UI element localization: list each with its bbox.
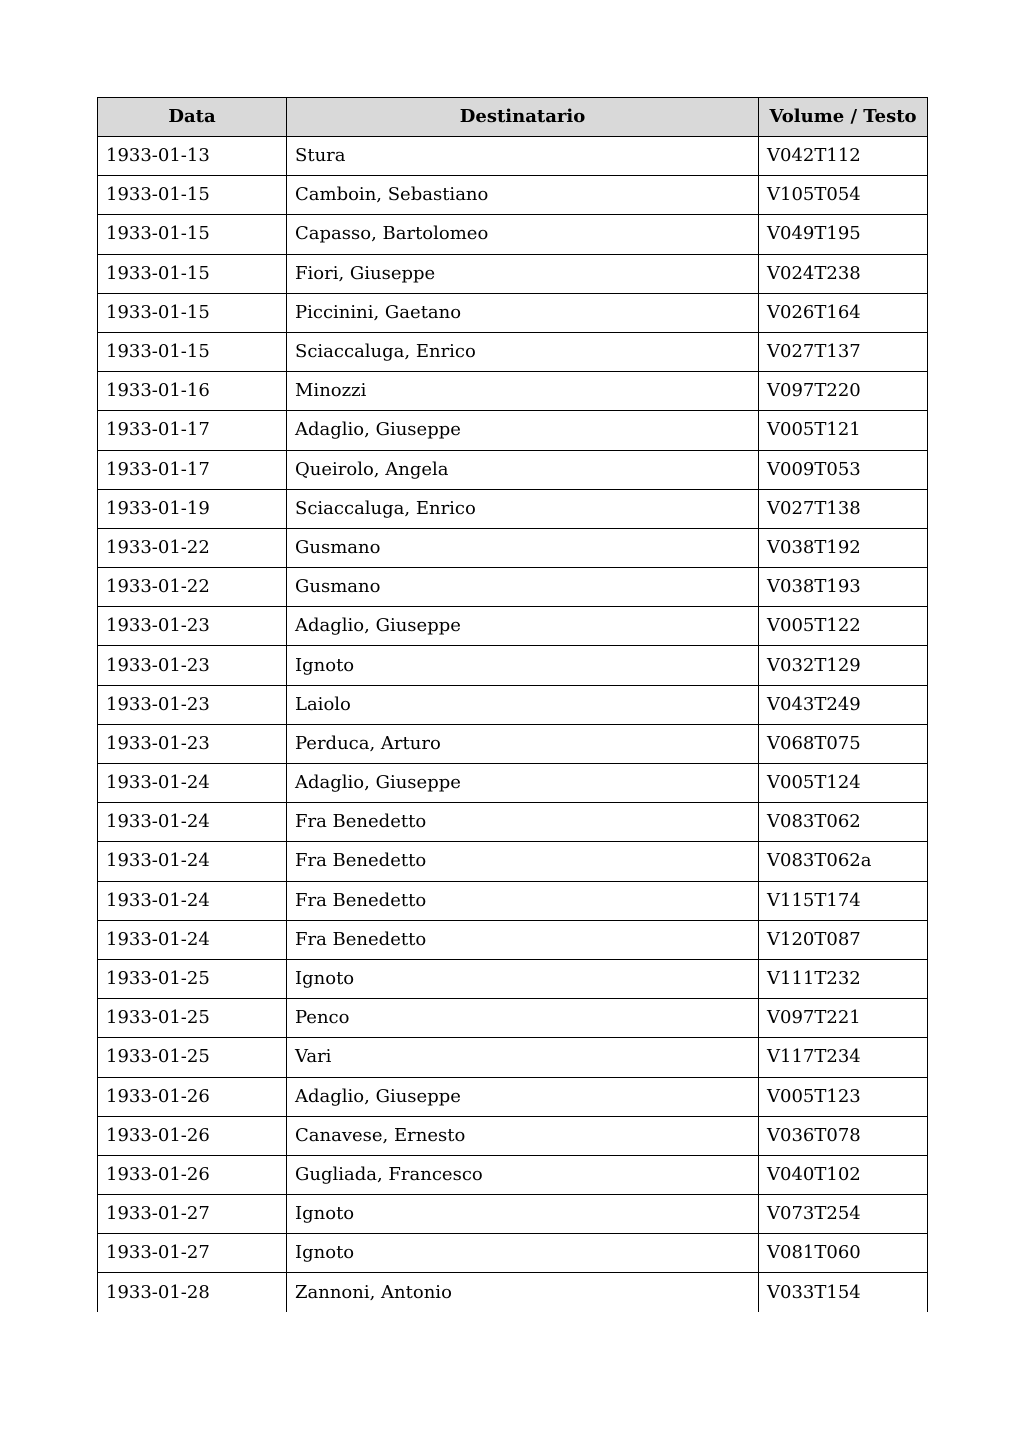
cell-destinatario: Ignoto: [287, 959, 759, 998]
cell-volume-testo: V042T112: [759, 137, 928, 176]
cell-destinatario: Fra Benedetto: [287, 881, 759, 920]
cell-volume-testo: V111T232: [759, 959, 928, 998]
cell-volume-testo: V026T164: [759, 293, 928, 332]
cell-data: 1933-01-24: [98, 803, 287, 842]
cell-volume-testo: V073T254: [759, 1195, 928, 1234]
cell-destinatario: Gugliada, Francesco: [287, 1155, 759, 1194]
cell-data: 1933-01-25: [98, 1038, 287, 1077]
table-row: [98, 764, 928, 803]
table-row: [98, 724, 928, 763]
cell-data: 1933-01-17: [98, 411, 287, 450]
cell-data: 1933-01-16: [98, 372, 287, 411]
cell-data: 1933-01-24: [98, 764, 287, 803]
cell-volume-testo: V005T121: [759, 411, 928, 450]
cell-destinatario: Penco: [287, 999, 759, 1038]
table-row: [98, 607, 928, 646]
table-row: [98, 372, 928, 411]
table-row: [98, 1155, 928, 1194]
cell-data: 1933-01-15: [98, 293, 287, 332]
table-row: [98, 293, 928, 332]
cell-data: 1933-01-27: [98, 1234, 287, 1273]
cell-volume-testo: V024T238: [759, 254, 928, 293]
cell-data: 1933-01-25: [98, 999, 287, 1038]
table-row: [98, 999, 928, 1038]
header-destinatario: Destinatario: [287, 98, 759, 137]
table-row: [98, 215, 928, 254]
cell-volume-testo: V038T192: [759, 528, 928, 567]
cell-volume-testo: V005T122: [759, 607, 928, 646]
header-data: Data: [98, 98, 287, 137]
table-row: [98, 1273, 928, 1312]
cell-data: 1933-01-13: [98, 137, 287, 176]
cell-data: 1933-01-17: [98, 450, 287, 489]
cell-data: 1933-01-23: [98, 724, 287, 763]
cell-volume-testo: V005T123: [759, 1077, 928, 1116]
cell-destinatario: Vari: [287, 1038, 759, 1077]
table-row: [98, 1077, 928, 1116]
cell-data: 1933-01-24: [98, 920, 287, 959]
cell-data: 1933-01-28: [98, 1273, 287, 1312]
cell-destinatario: Ignoto: [287, 646, 759, 685]
table-row: [98, 959, 928, 998]
table-row: [98, 332, 928, 371]
cell-data: 1933-01-15: [98, 176, 287, 215]
cell-destinatario: Gusmano: [287, 528, 759, 567]
cell-destinatario: Stura: [287, 137, 759, 176]
cell-volume-testo: V027T138: [759, 489, 928, 528]
cell-data: 1933-01-25: [98, 959, 287, 998]
cell-destinatario: Ignoto: [287, 1195, 759, 1234]
document-page: [97, 97, 927, 1312]
table-row: [98, 528, 928, 567]
cell-volume-testo: V036T078: [759, 1116, 928, 1155]
table-row: [98, 1195, 928, 1234]
header-row: [98, 98, 928, 137]
table-row: [98, 685, 928, 724]
cell-volume-testo: V027T137: [759, 332, 928, 371]
cell-data: 1933-01-24: [98, 842, 287, 881]
cell-volume-testo: V097T221: [759, 999, 928, 1038]
table-row: [98, 489, 928, 528]
cell-destinatario: Camboin, Sebastiano: [287, 176, 759, 215]
table-row: [98, 646, 928, 685]
cell-volume-testo: V081T060: [759, 1234, 928, 1273]
cell-destinatario: Laiolo: [287, 685, 759, 724]
table-row: [98, 881, 928, 920]
cell-destinatario: Gusmano: [287, 568, 759, 607]
table-row: [98, 176, 928, 215]
cell-destinatario: Minozzi: [287, 372, 759, 411]
cell-destinatario: Sciaccaluga, Enrico: [287, 489, 759, 528]
cell-destinatario: Perduca, Arturo: [287, 724, 759, 763]
cell-destinatario: Fra Benedetto: [287, 803, 759, 842]
cell-volume-testo: V040T102: [759, 1155, 928, 1194]
cell-volume-testo: V068T075: [759, 724, 928, 763]
cell-volume-testo: V120T087: [759, 920, 928, 959]
cell-destinatario: Queirolo, Angela: [287, 450, 759, 489]
cell-destinatario: Fiori, Giuseppe: [287, 254, 759, 293]
cell-data: 1933-01-22: [98, 568, 287, 607]
cell-volume-testo: V009T053: [759, 450, 928, 489]
cell-volume-testo: V049T195: [759, 215, 928, 254]
cell-data: 1933-01-15: [98, 215, 287, 254]
cell-data: 1933-01-19: [98, 489, 287, 528]
table-row: [98, 411, 928, 450]
table-row: [98, 1116, 928, 1155]
cell-data: 1933-01-26: [98, 1155, 287, 1194]
cell-destinatario: Piccinini, Gaetano: [287, 293, 759, 332]
cell-data: 1933-01-26: [98, 1077, 287, 1116]
cell-data: 1933-01-15: [98, 332, 287, 371]
table-row: [98, 450, 928, 489]
cell-destinatario: Adaglio, Giuseppe: [287, 764, 759, 803]
table-header: [98, 98, 928, 137]
table-row: [98, 803, 928, 842]
table-row: [98, 1038, 928, 1077]
cell-volume-testo: V097T220: [759, 372, 928, 411]
table-row: [98, 137, 928, 176]
cell-volume-testo: V117T234: [759, 1038, 928, 1077]
cell-volume-testo: V032T129: [759, 646, 928, 685]
cell-destinatario: Sciaccaluga, Enrico: [287, 332, 759, 371]
cell-destinatario: Canavese, Ernesto: [287, 1116, 759, 1155]
cell-destinatario: Fra Benedetto: [287, 842, 759, 881]
cell-volume-testo: V105T054: [759, 176, 928, 215]
table-row: [98, 920, 928, 959]
cell-data: 1933-01-27: [98, 1195, 287, 1234]
cell-data: 1933-01-24: [98, 881, 287, 920]
cell-destinatario: Adaglio, Giuseppe: [287, 1077, 759, 1116]
cell-volume-testo: V005T124: [759, 764, 928, 803]
cell-destinatario: Ignoto: [287, 1234, 759, 1273]
header-volume-testo: Volume / Testo: [759, 98, 928, 137]
cell-volume-testo: V033T154: [759, 1273, 928, 1312]
cell-data: 1933-01-23: [98, 685, 287, 724]
cell-volume-testo: V083T062a: [759, 842, 928, 881]
cell-volume-testo: V038T193: [759, 568, 928, 607]
cell-volume-testo: V083T062: [759, 803, 928, 842]
cell-destinatario: Adaglio, Giuseppe: [287, 411, 759, 450]
letters-table: [97, 97, 928, 1312]
cell-data: 1933-01-23: [98, 607, 287, 646]
cell-data: 1933-01-23: [98, 646, 287, 685]
cell-destinatario: Fra Benedetto: [287, 920, 759, 959]
table-body: [98, 137, 928, 1313]
cell-destinatario: Adaglio, Giuseppe: [287, 607, 759, 646]
table-row: [98, 254, 928, 293]
cell-volume-testo: V115T174: [759, 881, 928, 920]
cell-data: 1933-01-26: [98, 1116, 287, 1155]
table-row: [98, 842, 928, 881]
cell-destinatario: Capasso, Bartolomeo: [287, 215, 759, 254]
cell-volume-testo: V043T249: [759, 685, 928, 724]
table-row: [98, 1234, 928, 1273]
table-row: [98, 568, 928, 607]
cell-data: 1933-01-15: [98, 254, 287, 293]
cell-destinatario: Zannoni, Antonio: [287, 1273, 759, 1312]
cell-data: 1933-01-22: [98, 528, 287, 567]
